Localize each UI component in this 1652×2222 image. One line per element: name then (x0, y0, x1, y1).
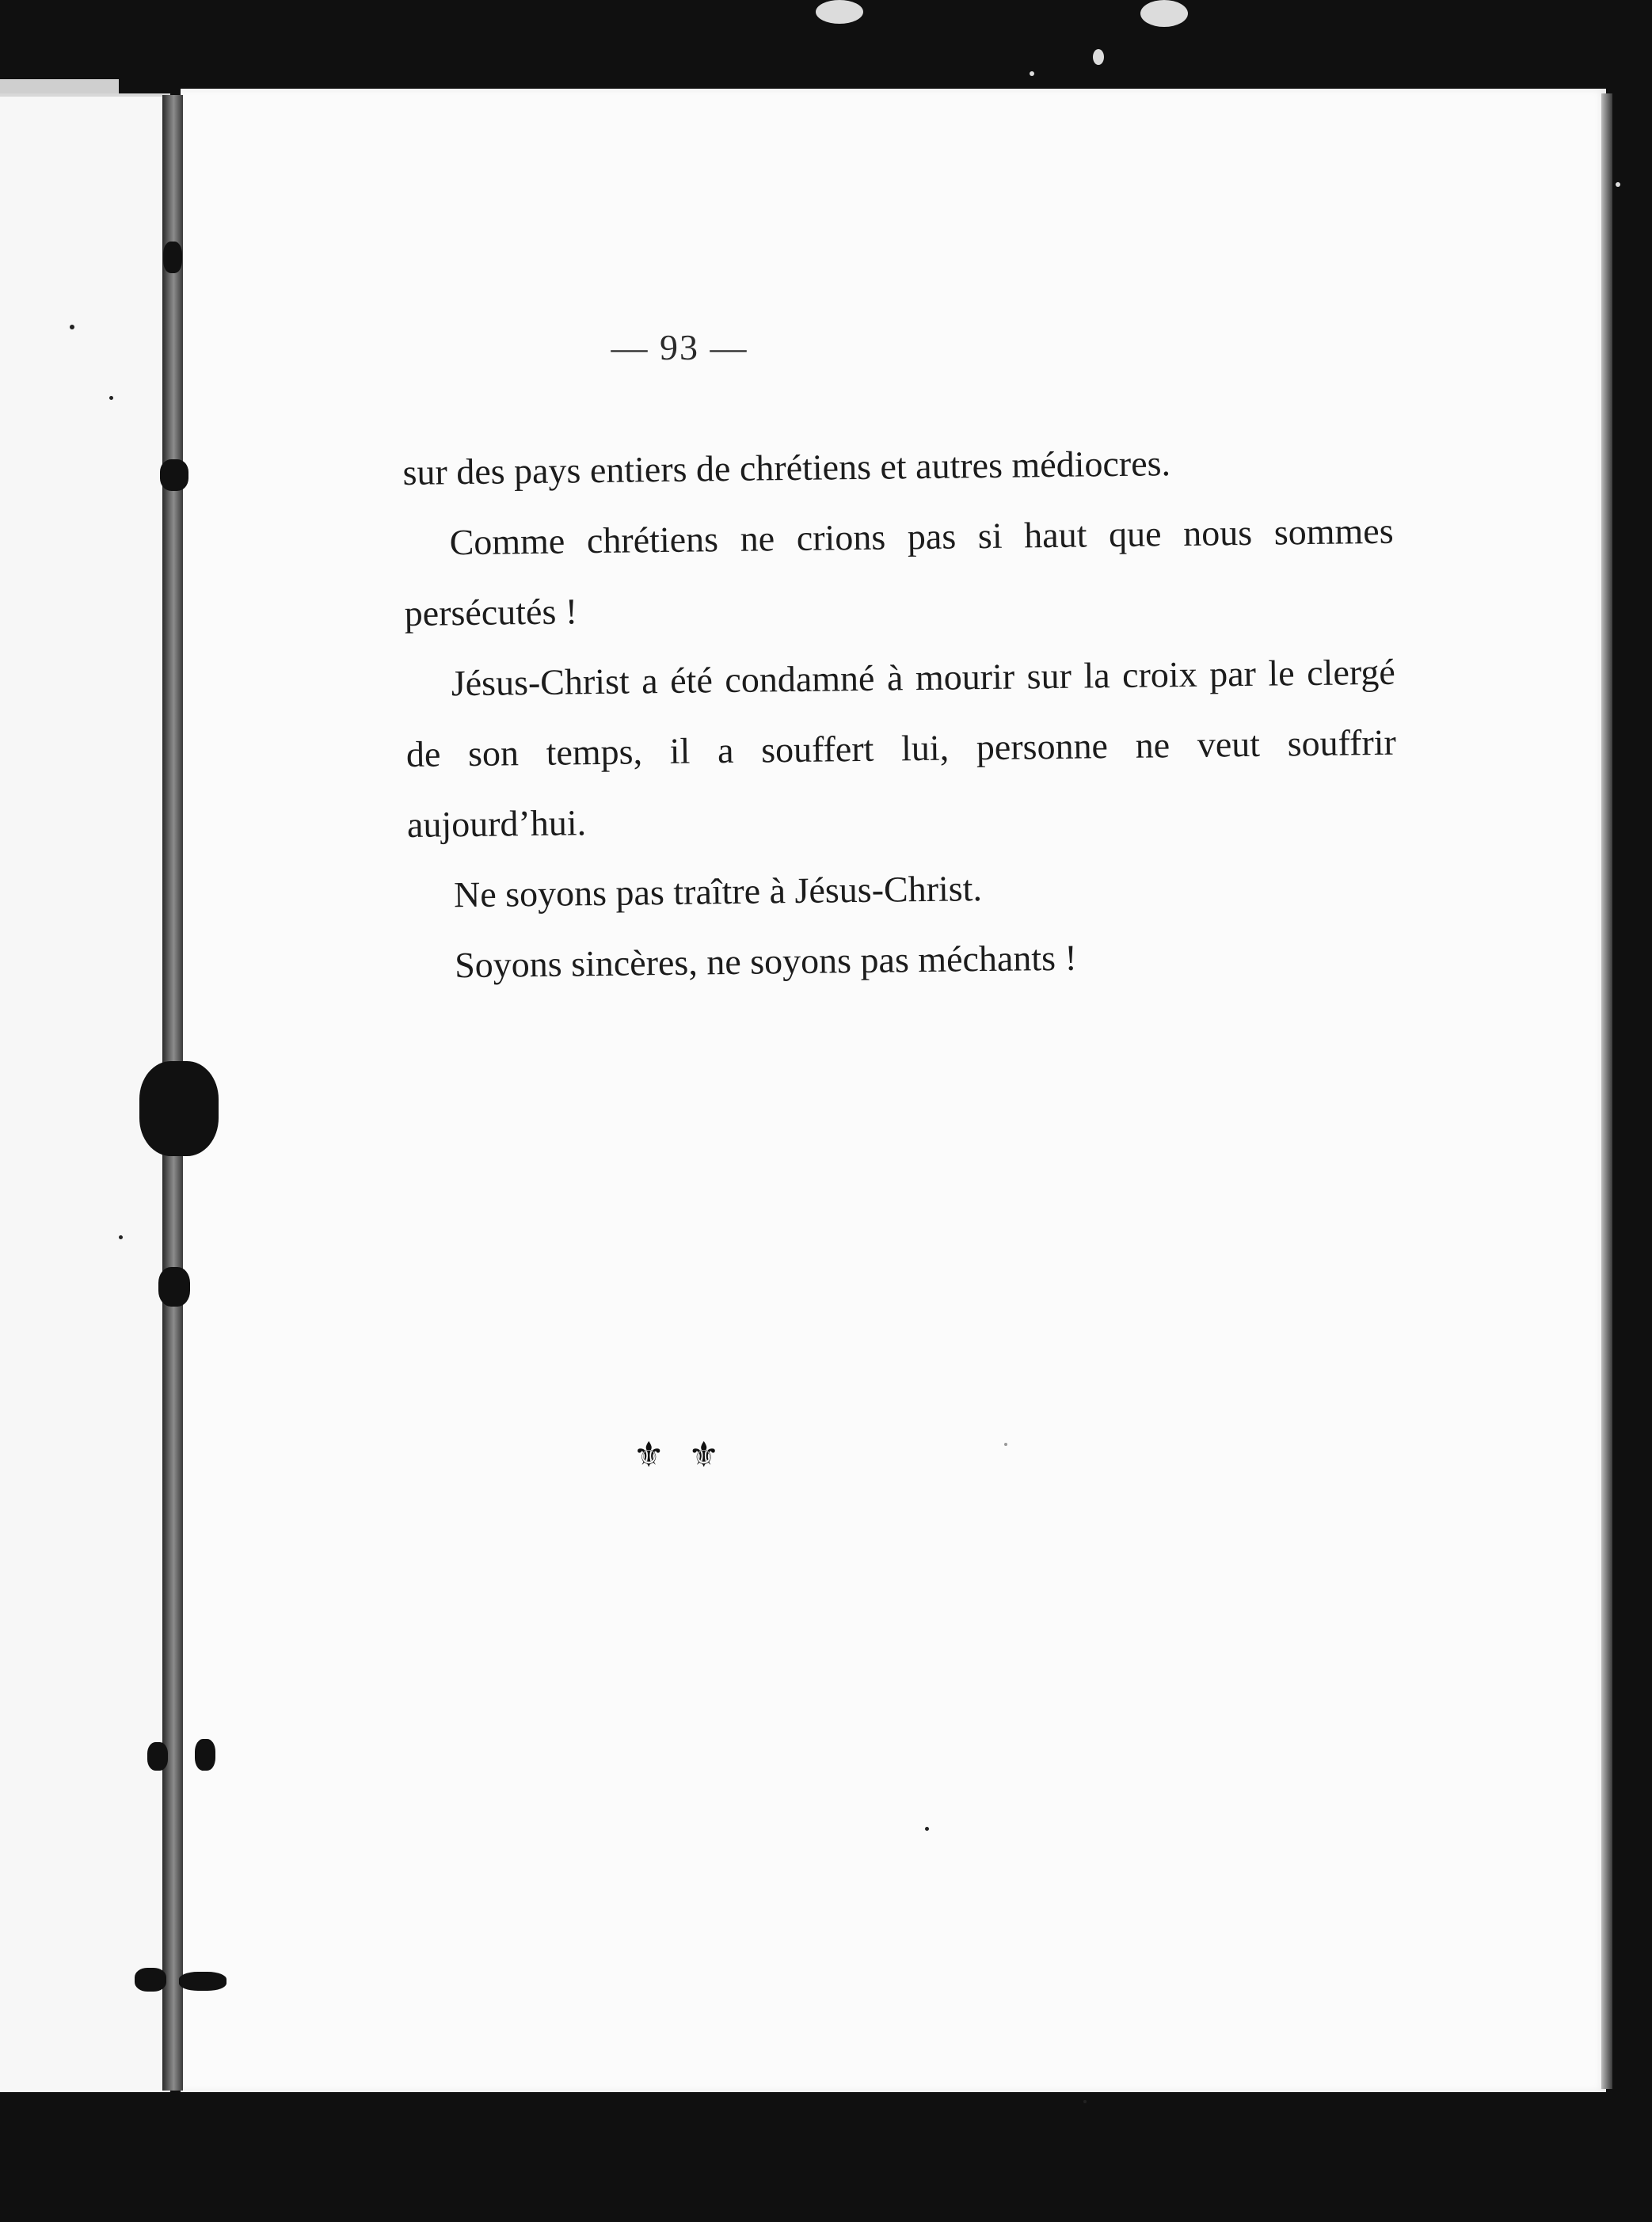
binding-stitch (158, 1267, 190, 1307)
paragraph: Jésus-Christ a été condamné à mourir sur la croix par le clergé de son temps, il a souffert lui, personne ne veut souffrir aujourd’hui. (405, 651, 1397, 845)
binding-stitch (163, 242, 182, 273)
dust-speck (109, 396, 113, 400)
paragraph: Soyons sincères, ne soyons pas méchants ! (454, 937, 1078, 986)
dust-speck (1093, 49, 1104, 65)
paragraph: Comme chrétiens ne crions pas si haut que nous sommes persécutés ! (404, 510, 1394, 633)
binding-stitch (195, 1739, 215, 1771)
dust-speck (70, 325, 74, 329)
fleur-de-lis-ornament: ⚜ ⚜ (633, 1435, 726, 1475)
dust-speck (1030, 71, 1034, 76)
paragraph: Ne soyons pas traître à Jésus-Christ. (453, 868, 983, 915)
page-right-edge (1601, 93, 1612, 2089)
dust-speck (925, 1827, 929, 1831)
binding-stitch (179, 1972, 226, 1991)
dust-speck (816, 0, 863, 24)
binding-stitch (147, 1742, 168, 1771)
book-page (181, 89, 1606, 2092)
dust-speck (1004, 1443, 1007, 1446)
binding-stitch (139, 1061, 219, 1156)
body-text (402, 425, 1399, 1001)
dust-speck (1140, 0, 1188, 27)
dust-speck (1083, 2100, 1087, 2103)
dust-speck (119, 1235, 123, 1239)
binding-stitch (160, 459, 188, 491)
page-number: — 93 — (611, 327, 748, 367)
dust-speck (1616, 182, 1620, 187)
paragraph: sur des pays entiers de chrétiens et autres médiocres. (402, 443, 1171, 493)
previous-page-edge (0, 79, 119, 95)
binding-stitch (135, 1968, 166, 1992)
